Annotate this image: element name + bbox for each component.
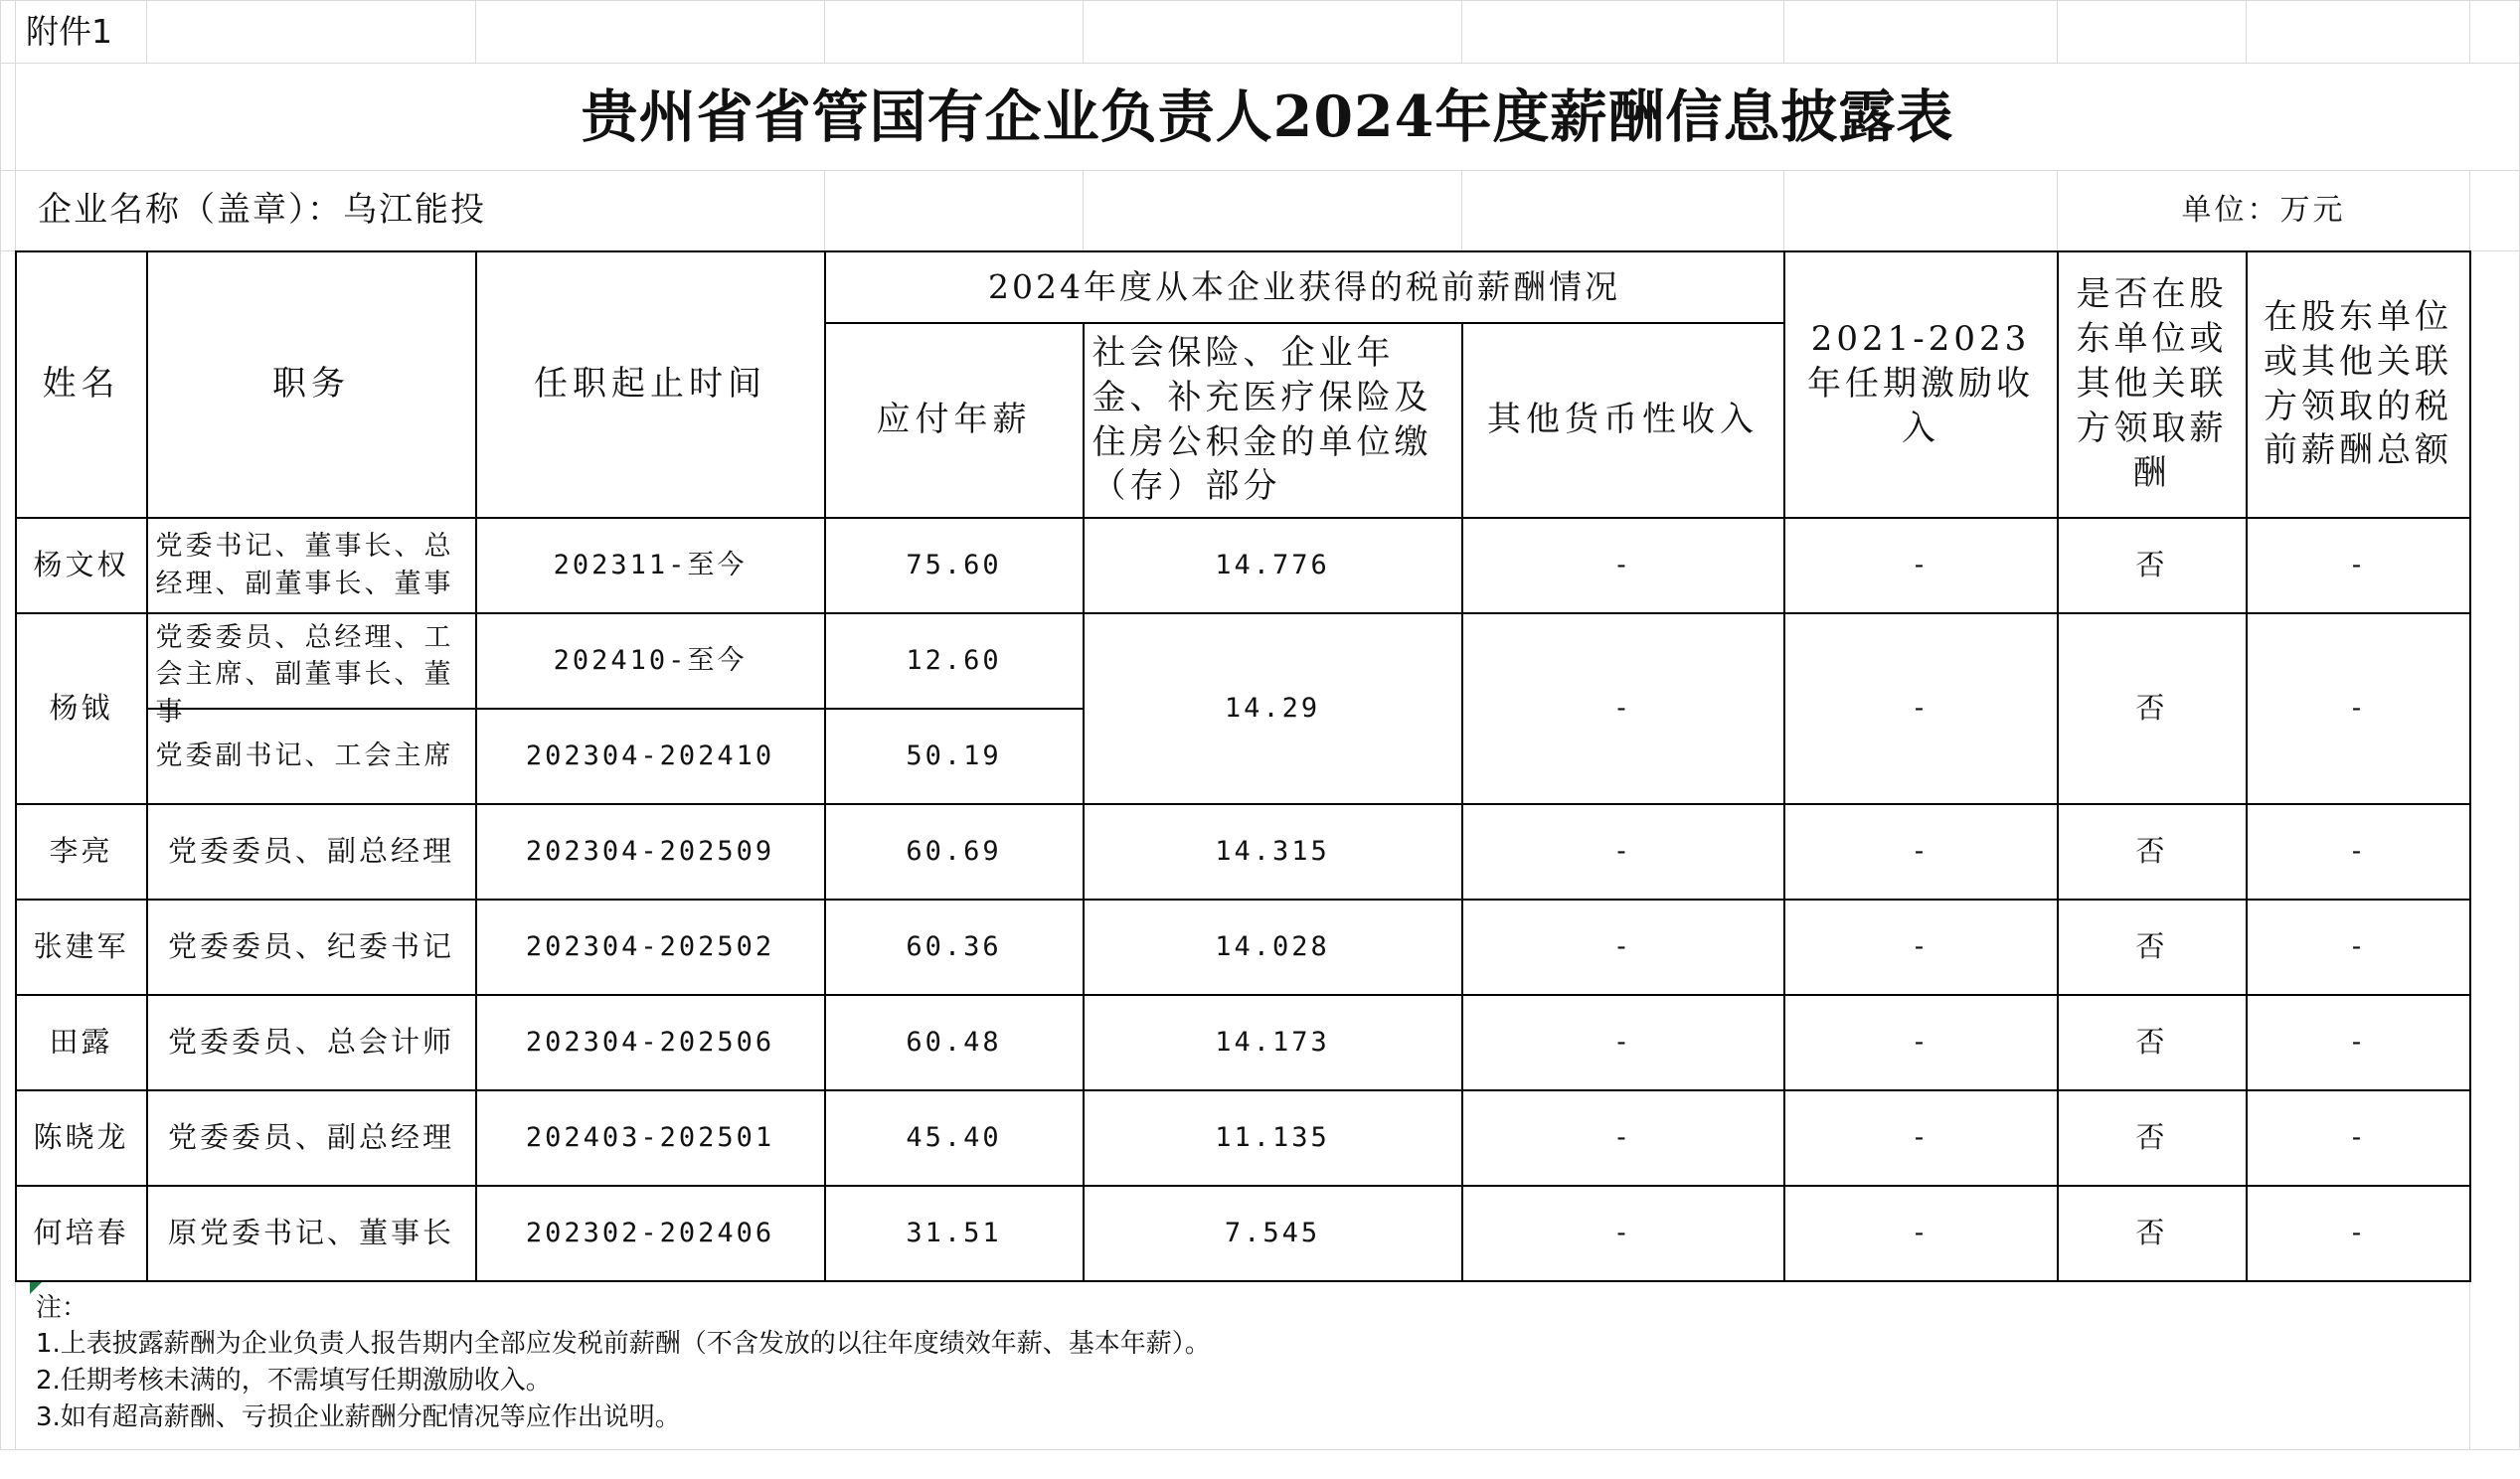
notes-heading: 注： (36, 1292, 88, 1323)
cell-insurance: 11.135 (1084, 1090, 1462, 1186)
cell-shareholder-paid: 否 (2058, 995, 2247, 1090)
table-row (1, 1090, 2520, 1186)
header-annual-salary: 应付年薪 (825, 323, 1084, 518)
cell-name: 李亮 (16, 804, 147, 900)
cell-name: 张建军 (16, 900, 147, 995)
cell-salary: 60.69 (825, 804, 1084, 900)
cell-shareholder-total: - (2247, 1090, 2470, 1186)
header-name: 姓名 (16, 251, 147, 518)
cell-name: 何培春 (16, 1186, 147, 1281)
cell-salary: 60.36 (825, 900, 1084, 995)
cell-marker-icon (30, 1282, 42, 1294)
cell-incentive: - (1784, 995, 2058, 1090)
note-item: 3.如有超高薪酬、亏损企业薪酬分配情况等应作出说明。 (36, 1402, 681, 1433)
cell-position: 原党委书记、董事长 (147, 1186, 476, 1281)
cell-term: 202304-202509 (476, 804, 825, 900)
table-row (1, 995, 2520, 1090)
cell-other-income: - (1462, 613, 1784, 804)
table-row (1, 900, 2520, 995)
cell-other-income: - (1462, 1186, 1784, 1281)
cell-incentive: - (1784, 1090, 2058, 1186)
note-item: 1.上表披露薪酬为企业负责人报告期内全部应发税前薪酬（不含发放的以往年度绩效年薪、基本年薪）。 (36, 1329, 1211, 1360)
attachment-label: 附件1 (16, 1, 147, 64)
cell-other-income: - (1462, 900, 1784, 995)
company-name: 企业名称（盖章）：乌江能投 (16, 171, 825, 251)
header-position: 职务 (147, 251, 476, 518)
cell-shareholder-paid: 否 (2058, 804, 2247, 900)
cell-other-income: - (1462, 518, 1784, 613)
cell-other-income: - (1462, 995, 1784, 1090)
page-title: 贵州省省管国有企业负责人2024年度薪酬信息披露表 (16, 64, 2520, 171)
cell-insurance: 14.29 (1084, 613, 1462, 804)
cell-shareholder-paid: 否 (2058, 900, 2247, 995)
cell-name: 陈晓龙 (16, 1090, 147, 1186)
header-other-income: 其他货币性收入 (1462, 323, 1784, 518)
cell-incentive: - (1784, 804, 2058, 900)
cell-term: 202304-202410 (476, 709, 825, 804)
unit-label: 单位：万元 (2058, 171, 2470, 251)
cell-insurance: 14.028 (1084, 900, 1462, 995)
header-incentive: 2021-2023年任期激励收入 (1784, 251, 2058, 518)
cell-position: 党委委员、副总经理 (147, 1090, 476, 1186)
cell-other-income: - (1462, 1090, 1784, 1186)
cell-position: 党委委员、总经理、工会主席、副董事长、董事 (147, 613, 476, 709)
cell-insurance: 7.545 (1084, 1186, 1462, 1281)
cell-name: 杨文权 (16, 518, 147, 613)
cell-shareholder-total: - (2247, 613, 2470, 804)
cell-shareholder-paid: 否 (2058, 613, 2247, 804)
cell-incentive: - (1784, 1186, 2058, 1281)
header-term: 任职起止时间 (476, 251, 825, 518)
cell-term: 202304-202506 (476, 995, 825, 1090)
notes (16, 1281, 2470, 1450)
cell-salary: 12.60 (825, 613, 1084, 709)
cell-incentive: - (1784, 518, 2058, 613)
cell-position: 党委副书记、工会主席 (147, 709, 476, 804)
table-row (1, 1186, 2520, 1281)
table-row (1, 613, 2520, 709)
header-shareholder-paid: 是否在股东单位或其他关联方领取薪酬 (2058, 251, 2247, 518)
cell-insurance: 14.776 (1084, 518, 1462, 613)
header-social-insurance: 社会保险、企业年金、补充医疗保险及住房公积金的单位缴（存）部分 (1084, 323, 1462, 518)
cell-term: 202311-至今 (476, 518, 825, 613)
cell-other-income: - (1462, 804, 1784, 900)
table-row (1, 804, 2520, 900)
cell-incentive: - (1784, 900, 2058, 995)
cell-shareholder-total: - (2247, 1186, 2470, 1281)
cell-salary: 60.48 (825, 995, 1084, 1090)
table-row (1, 518, 2520, 613)
cell-position: 党委委员、总会计师 (147, 995, 476, 1090)
cell-salary: 75.60 (825, 518, 1084, 613)
cell-term: 202410-至今 (476, 613, 825, 709)
cell-salary: 45.40 (825, 1090, 1084, 1186)
cell-shareholder-total: - (2247, 995, 2470, 1090)
cell-shareholder-total: - (2247, 518, 2470, 613)
cell-incentive: - (1784, 613, 2058, 804)
cell-term: 202302-202406 (476, 1186, 825, 1281)
cell-shareholder-paid: 否 (2058, 1090, 2247, 1186)
cell-position: 党委委员、纪委书记 (147, 900, 476, 995)
cell-shareholder-paid: 否 (2058, 518, 2247, 613)
note-item: 2.任期考核未满的，不需填写任期激励收入。 (36, 1366, 552, 1397)
cell-position: 党委委员、副总经理 (147, 804, 476, 900)
cell-term: 202304-202502 (476, 900, 825, 995)
cell-shareholder-paid: 否 (2058, 1186, 2247, 1281)
cell-name: 杨钺 (16, 613, 147, 804)
cell-insurance: 14.315 (1084, 804, 1462, 900)
cell-term: 202403-202501 (476, 1090, 825, 1186)
cell-shareholder-total: - (2247, 804, 2470, 900)
cell-name: 田露 (16, 995, 147, 1090)
cell-shareholder-total: - (2247, 900, 2470, 995)
cell-salary: 31.51 (825, 1186, 1084, 1281)
cell-position: 党委书记、董事长、总经理、副董事长、董事 (147, 518, 476, 613)
header-2024-salary-group: 2024年度从本企业获得的税前薪酬情况 (825, 251, 1784, 323)
cell-salary: 50.19 (825, 709, 1084, 804)
header-shareholder-total: 在股东单位或其他关联方领取的税前薪酬总额 (2247, 251, 2470, 518)
cell-insurance: 14.173 (1084, 995, 1462, 1090)
